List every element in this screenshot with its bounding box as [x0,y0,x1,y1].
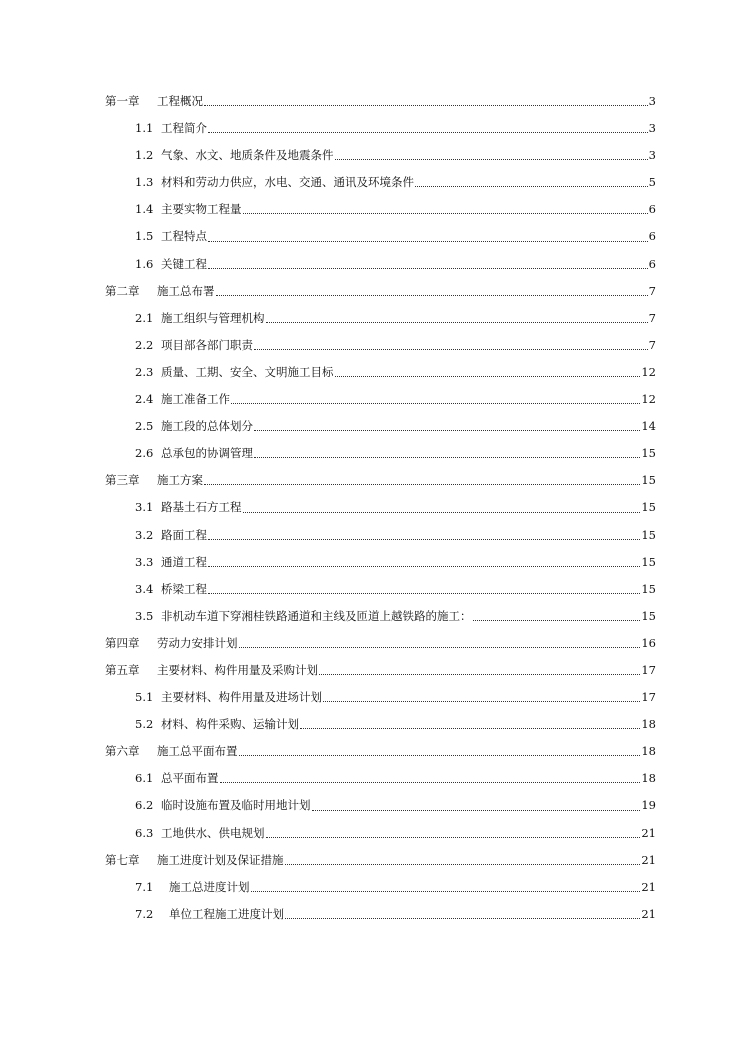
toc-page-number: 15 [641,446,656,461]
dot-leader [473,619,641,621]
dot-leader [208,592,640,594]
toc-section-entry[interactable] [105,576,656,603]
toc-entry-number: 第一章 [105,94,140,108]
dot-leader [323,700,640,702]
toc-page-number: 17 [641,690,656,705]
toc-section-entry[interactable] [105,494,656,521]
toc-entry-number: 2.4 [135,392,154,407]
toc-chapter-entry[interactable] [105,847,656,874]
toc-entry-title: 施工总布署 [157,283,215,298]
toc-entry-number: 3.3 [135,554,154,569]
toc-entry-number: 第五章 [105,662,140,677]
dot-leader [266,836,641,838]
toc-page-number: 15 [641,608,656,623]
dot-leader [231,402,640,404]
toc-chapter-entry[interactable] [105,738,656,765]
toc-page-number: 15 [641,554,656,569]
toc-entry-number: 3.5 [135,608,154,623]
toc-entry-number: 第二章 [105,283,140,298]
toc-entry-number: 2.6 [135,446,154,461]
dot-leader [312,809,641,811]
toc-chapter-entry[interactable] [105,278,656,305]
toc-entry-number: 3.2 [135,527,154,542]
toc-entry-title: 主要材料、构件用量及采购计划 [157,662,318,677]
toc-section-entry[interactable] [105,522,656,549]
toc-entry-number: 6.1 [135,771,154,786]
dot-leader [208,267,648,269]
toc-entry-number: 5.2 [135,717,154,732]
dot-leader [254,429,640,431]
toc-section-entry[interactable] [105,901,656,928]
toc-section-entry[interactable] [105,223,656,250]
dot-leader [243,212,648,214]
toc-page-number: 18 [641,744,656,759]
toc-entry-number: 1.1 [135,121,154,136]
toc-entry-number: 第六章 [105,744,140,759]
toc-entry-number: 1.2 [135,148,154,163]
dot-leader [254,348,648,350]
toc-entry-title: 工程特点 [161,229,207,244]
dot-leader [335,375,641,377]
toc-page-number: 19 [641,798,656,813]
toc-entry-title: 临时设施布置及临时用地计划 [161,798,311,813]
toc-section-entry[interactable] [105,332,656,359]
dot-leader [285,863,641,865]
toc-section-entry[interactable] [105,765,656,792]
toc-page-number: 6 [648,229,656,244]
toc-entry-title: 施工总平面布置 [157,744,238,759]
dot-leader [300,727,640,729]
toc-section-entry[interactable] [105,440,656,467]
toc-page-number: 3 [648,94,656,108]
toc-section-entry[interactable] [105,386,656,413]
toc-entry-title: 路基土石方工程 [161,500,242,515]
toc-entry-title: 单位工程施工进度计划 [169,906,284,921]
toc-section-entry[interactable] [105,196,656,223]
toc-entry-number: 1.5 [135,229,154,244]
toc-page-number: 14 [641,419,656,434]
dot-leader [216,294,648,296]
toc-entry-number: 1.6 [135,256,154,271]
toc-entry-number: 6.3 [135,825,154,840]
toc-section-entry[interactable] [105,169,656,196]
toc-page-number: 21 [641,879,656,894]
toc-chapter-entry[interactable] [105,88,656,115]
dot-leader [243,511,641,513]
toc-section-entry[interactable] [105,413,656,440]
toc-entry-title: 桥梁工程 [161,581,207,596]
toc-page-number: 15 [641,500,656,515]
toc-page-number: 6 [648,202,656,217]
toc-entry-title: 工程简介 [161,121,207,136]
dot-leader [319,673,640,675]
dot-leader [239,646,641,648]
toc-section-entry[interactable] [105,684,656,711]
dot-leader [285,917,640,919]
toc-page-number: 15 [641,581,656,596]
toc-section-entry[interactable] [105,711,656,738]
toc-entry-title: 非机动车道下穿湘桂铁路通道和主线及匝道上越铁路的施工： [161,608,472,623]
toc-entry-title: 施工组织与管理机构 [161,310,265,325]
toc-entry-title: 质量、工期、安全、文明施工目标 [161,364,334,379]
toc-section-entry[interactable] [105,305,656,332]
toc-entry-title: 材料和劳动力供应，水电、交通、通讯及环境条件 [161,175,414,190]
toc-entry-title: 总平面布置 [161,771,219,786]
dot-leader [208,565,640,567]
toc-entry-title: 项目部各部门职责 [161,337,253,352]
toc-page-number: 7 [648,310,656,325]
toc-page-number: 15 [641,527,656,542]
toc-entry-number: 1.3 [135,175,154,190]
toc-section-entry[interactable] [105,549,656,576]
dot-leader [415,185,648,187]
toc-entry-number: 1.4 [135,202,154,217]
toc-entry-number: 2.5 [135,419,154,434]
toc-entry-number: 3.4 [135,581,154,596]
toc-entry-number: 7.1 [135,879,154,894]
dot-leader [220,781,641,783]
dot-leader [254,456,640,458]
toc-page-number: 16 [641,635,656,650]
toc-entry-number: 2.3 [135,364,154,379]
toc-entry-title: 主要实物工程量 [161,202,242,217]
toc-entry-number: 第七章 [105,852,140,867]
toc-entry-number: 2.1 [135,310,154,325]
toc-entry-number: 第四章 [105,635,140,650]
toc-entry-title: 主要材料、构件用量及进场计划 [161,690,322,705]
toc-page-number: 5 [648,175,656,190]
dot-leader [204,483,640,485]
toc-page-number: 17 [641,662,656,677]
toc-entry-title: 施工准备工作 [161,392,230,407]
toc-entry-number: 第三章 [105,473,140,488]
toc-page-number: 12 [641,364,656,379]
toc-section-entry[interactable] [105,359,656,386]
toc-section-entry[interactable] [105,874,656,901]
toc-page-number: 15 [641,473,656,488]
dot-leader [204,104,648,106]
toc-page-number: 3 [648,121,656,136]
toc-page-number: 21 [641,825,656,840]
toc-entry-title: 工程概况 [157,94,203,108]
toc-page-number: 21 [641,852,656,867]
toc-entry-title: 路面工程 [161,527,207,542]
toc-chapter-entry[interactable] [105,630,656,657]
toc-entry-number: 5.1 [135,690,154,705]
toc-entry-number: 6.2 [135,798,154,813]
dot-leader [208,131,648,133]
toc-page-number: 18 [641,717,656,732]
toc-chapter-entry[interactable] [105,657,656,684]
toc-page-number: 18 [641,771,656,786]
toc-entry-title: 材料、构件采购、运输计划 [161,717,299,732]
table-of-contents [105,88,656,928]
toc-entry-title: 总承包的协调管理 [161,446,253,461]
toc-entry-title: 通道工程 [161,554,207,569]
toc-page-number: 7 [648,283,656,298]
toc-entry-title: 气象、水文、地质条件及地震条件 [161,148,334,163]
dot-leader [239,754,641,756]
toc-page-number: 7 [648,337,656,352]
toc-entry-title: 关键工程 [161,256,207,271]
toc-entry-title: 施工总进度计划 [169,879,250,894]
toc-section-entry[interactable] [105,820,656,847]
dot-leader [208,538,640,540]
dot-leader [266,321,648,323]
toc-page-number: 12 [641,392,656,407]
toc-entry-title: 施工段的总体划分 [161,419,253,434]
toc-entry-title: 工地供水、供电规划 [161,825,265,840]
toc-entry-number: 2.2 [135,337,154,352]
toc-chapter-entry[interactable] [105,467,656,494]
toc-section-entry[interactable] [105,603,656,630]
dot-leader [335,158,648,160]
dot-leader [208,240,648,242]
toc-entry-title: 施工进度计划及保证措施 [157,852,284,867]
toc-section-entry[interactable] [105,115,656,142]
toc-page-number: 6 [648,256,656,271]
dot-leader [251,890,641,892]
toc-entry-title: 施工方案 [157,473,203,488]
toc-entry-number: 3.1 [135,500,154,515]
toc-section-entry[interactable] [105,792,656,819]
toc-page-number: 3 [648,148,656,163]
toc-section-entry[interactable] [105,251,656,278]
toc-section-entry[interactable] [105,142,656,169]
toc-entry-number: 7.2 [135,906,154,921]
toc-entry-title: 劳动力安排计划 [157,635,238,650]
toc-page-number: 21 [641,906,656,921]
